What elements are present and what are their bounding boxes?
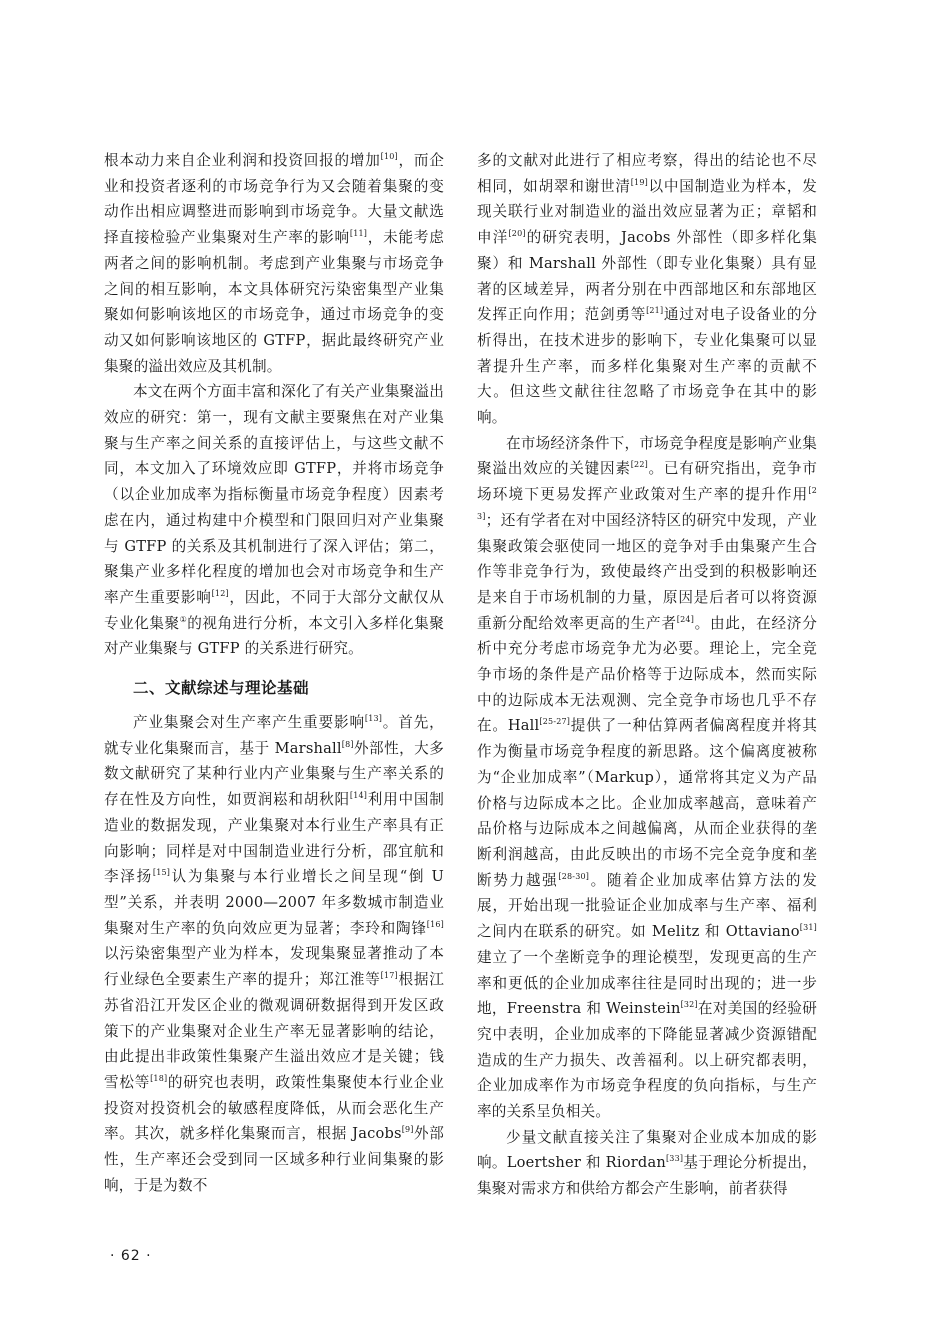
page-number: · 62 · bbox=[110, 1248, 152, 1264]
citation-mark: [15] bbox=[152, 868, 171, 878]
citation-mark: [20] bbox=[508, 229, 526, 239]
citation-mark: [17] bbox=[380, 971, 398, 981]
citation-mark: [31] bbox=[799, 923, 817, 933]
citation-mark: [33] bbox=[665, 1154, 684, 1164]
citation-mark: [28-30] bbox=[558, 871, 590, 881]
citation-mark: [10] bbox=[380, 152, 398, 161]
right-column bbox=[477, 148, 817, 1202]
citation-mark: [19] bbox=[630, 177, 648, 187]
citation-mark: [32] bbox=[680, 1000, 698, 1010]
citation-mark: [18] bbox=[150, 1073, 168, 1083]
citation-mark: [9] bbox=[401, 1125, 414, 1135]
citation-mark: ① bbox=[179, 614, 188, 624]
left-paragraph-2: 本文在两个方面丰富和深化了有关产业集聚溢出效应的研究：第一，现有文献主要聚焦在对产业集聚与生产率之间关系的直接评估上，与这些文献不同，本文加入了环境效应即 GTFP，并将市场竞争（以企业加成率为指标衡量市场竞争程度）因素考虑在内，通过构建中介模型和门限回归对产业集聚与 GTFP 的关系及其机制进行了深入评估；第二，聚集产业多样化程度的增加也会对市场竞争和生产率产生重要影响[12]，因此，不同于大部分文献仅从专业化集聚①的视角进行分析，本文引入多样化集聚对产业集聚与 GTFP 的关系进行研究。 bbox=[104, 383, 444, 658]
left-paragraph-3: 产业集聚会对生产率产生重要影响[13]。首先，就专业化集聚而言，基于 Marshall[8]外部性，大多数文献研究了某种行业内产业集聚与生产率关系的存在性及方向性，如贾润崧和胡秋阳[14]利用中国制造业的数据发现，产业集聚对本行业生产率具有正向影响；同样是对中国制造业进行分析，邵宜航和李泽扬[15]认为集聚与本行业增长之间呈现“倒 U 型”关系，并表明 2000—2007 年多数城市制造业集聚对生产率的负向效应更为显著；李玲和陶锋[16]以污染密集型产业为样本，发现集聚显著推动了本行业绿色全要素生产率的提升；郑江淮等[17]根据江苏省沿江开发区企业的微观调研数据得到开发区政策下的产业集聚对企业生产率无显著影响的结论，由此提出非政策性集聚产生溢出效应才是关键；钱雪松等[18]的研究也表明，政策性集聚使本行业企业投资对投资机会的敏感程度降低，从而会恶化生产率。其次，就多样化集聚而言，根据 Jacobs[9]外部性，生产率还会受到同一区域多种行业间集聚的影响，于是为数不 bbox=[104, 714, 445, 1194]
citation-mark: [8] bbox=[341, 739, 354, 749]
section-title: 二、文献综述与理论基础 bbox=[133, 679, 310, 698]
citation-mark: [11] bbox=[349, 229, 368, 239]
left-paragraph-1: 根本动力来自企业利润和投资回报的增加[10]，而企业和投资者逐利的市场竞争行为又会随着集聚的变动作出相应调整进而影响到市场竞争。大量文献选择直接检验产业集聚对生产率的影响[11]，未能考虑两者之间的影响机制。考虑到产业集聚与市场竞争之间的相互影响，本文具体研究污染密集型产业集聚如何影响该地区的市场竞争，通过市场竞争的变动又如何影响该地区的 GTFP，据此最终研究产业集聚的溢出效应及其机制。 bbox=[104, 152, 444, 375]
citation-mark: [22] bbox=[630, 460, 648, 470]
citation-mark: [14] bbox=[349, 791, 368, 801]
right-paragraph-3: 少量文献直接关注了集聚对企业成本加成的影响。Loertsher 和 Riordan[33]基于理论分析提出，集聚对需求方和供给方都会产生影响，前者获得 bbox=[477, 1128, 817, 1198]
citation-mark: [16] bbox=[426, 919, 444, 929]
right-paragraph-2: 在市场经济条件下，市场竞争程度是影响产业集聚溢出效应的关键因素[22]。已有研究指出，竞争市场环境下更易发挥产业政策对生产率的提升作用[23]；还有学者在对中国经济特区的研究中发现，产业集聚政策会驱使同一地区的竞争对手由集聚产生合作等非竞争行为，致使最终产出受到的积极影响还是来自于市场机制的力量，原因是后者可以将资源重新分配给效率更高的生产者[24]。由此，在经济分析中充分考虑市场竞争尤为必要。理论上，完全竞争市场的条件是产品价格等于边际成本，然而实际中的边际成本无法观测、完全竞争市场也几乎不存在。Hall[25-27]提供了一种估算两者偏离程度并将其作为衡量市场竞争程度的新思路。这个偏离度被称为“企业加成率”（Markup），通常将其定义为产品价格与边际成本之比。企业加成率越高，意味着产品价格与边际成本之间越偏离，从而企业获得的垄断利润越高，由此反映出的市场不完全竞争度和垄断势力越强[28-30]。随着企业加成率估算方法的发展，开始出现一批验证企业加成率与生产率、福利之间内在联系的研究。如 Melitz 和 Ottaviano[31]建立了一个垄断竞争的理论模型，发现更高的生产率和更低的企业加成率往往是同时出现的；进一步地，Freenstra 和 Weinstein[32]在对美国的经验研究中表明，企业加成率的下降能显著减少资源错配造成的生产力损失、改善福利。以上研究都表明，企业加成率作为市场竞争程度的负向指标，与生产率的关系呈负相关。 bbox=[477, 434, 817, 1121]
left-column bbox=[104, 148, 444, 1198]
citation-mark: [24] bbox=[676, 614, 695, 624]
right-paragraph-1: 多的文献对此进行了相应考察，得出的结论也不尽相同，如胡翠和谢世清[19]以中国制造业为样本，发现关联行业对制造业的溢出效应显著为正；章韬和申洋[20]的研究表明，Jacobs 外部性（即多样化集聚）和 Marshall 外部性（即专业化集聚）具有显著的区域差异，两者分别在中西部地区和东部地区发挥正向作用；范剑勇等[21]通过对电子设备业的分析得出，在技术进步的影响下，专业化集聚可以显著提升生产率，而多样化集聚对生产率的贡献不大。但这些文献往往忽略了市场竞争在其中的影响。 bbox=[477, 152, 817, 427]
citation-mark: [21] bbox=[646, 306, 664, 316]
citation-mark: [12] bbox=[211, 588, 229, 598]
citation-mark: [23] bbox=[477, 486, 817, 521]
citation-mark: [25-27] bbox=[539, 717, 571, 727]
citation-mark: [13] bbox=[364, 714, 383, 724]
